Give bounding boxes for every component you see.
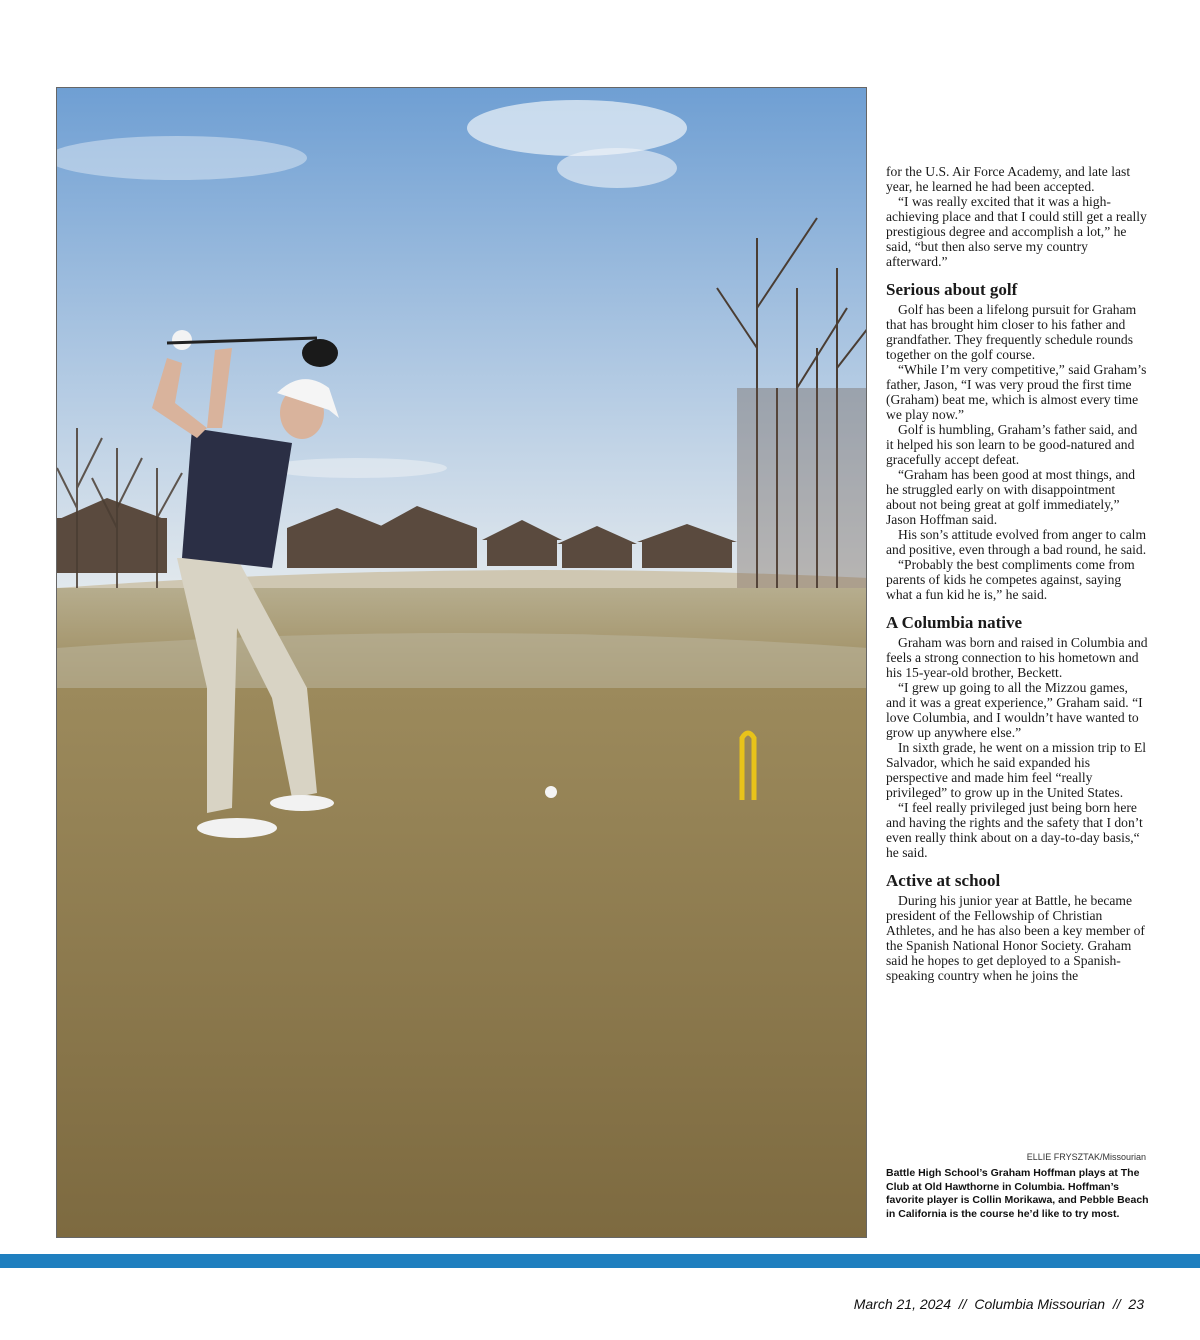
article-paragraph: His son’s attitude evolved from anger to calm and positive, even through a bad round, he said.: [886, 527, 1147, 557]
footer-date: March 21, 2024: [853, 1296, 952, 1312]
article-paragraph: “I feel really privileged just being born here and having the rights and the safety that I don’t even really think about on a day-to-day basis,“ he said.: [886, 800, 1143, 860]
article-paragraph: “While I’m very competitive,” said Graham’s father, Jason, “I was very proud the first time (Graham) beat me, which is almost every time we play now.”: [886, 362, 1147, 422]
article-paragraph: “I was really excited that it was a high-achieving place and that I could still get a really prestigious degree and accomplish a lot,” he said, “but then also serve my country afterward.”: [886, 194, 1147, 269]
accent-bar: [0, 1254, 1200, 1268]
article-paragraph: In sixth grade, he went on a mission trip to El Salvador, which he said expanded his perspective and made him feel “really privileged” to grow up in the United States.: [886, 740, 1147, 800]
footer-separator: //: [1112, 1296, 1121, 1312]
article-paragraph: Golf is humbling, Graham’s father said, and it helped his son learn to be good-natured and gracefully accept defeat.: [886, 422, 1138, 467]
article-paragraph: “Probably the best compliments come from parents of kids he competes against, saying what a fun kid he is,” he said.: [886, 557, 1135, 602]
golf-photo: [56, 87, 867, 1238]
article-paragraph: Golf has been a lifelong pursuit for Graham that has brought him closer to his father and grandfather. They frequently schedule rounds together on the golf course.: [886, 302, 1137, 362]
article-paragraph: Graham was born and raised in Columbia and feels a strong connection to his hometown and his 15-year-old brother, Beckett.: [886, 635, 1148, 680]
footer-publication: Columbia Missourian: [974, 1296, 1106, 1312]
section-heading: Active at school: [886, 871, 1001, 890]
section-heading: Serious about golf: [886, 280, 1018, 299]
photo-caption: Battle High School’s Graham Hoffman plays at The Club at Old Hawthorne in Columbia. Hoffman’s favorite player is Collin Morikawa, and Pebble Beach in California is the course he’d like to try most.: [886, 1167, 1149, 1220]
article-paragraph: “I grew up going to all the Mizzou games, and it was a great experience,” Graham said. “I love Columbia, and I wouldn’t have wanted to grow up anywhere else.”: [886, 680, 1143, 740]
article-paragraph: During his junior year at Battle, he became president of the Fellowship of Christian Athletes, and he has also been a key member of the Spanish National Honor Society. Graham said he hopes to get deployed to a Spanish-speaking country when he joins the: [886, 893, 1145, 983]
footer-page-number: 23: [1128, 1296, 1144, 1312]
article-paragraph: “Graham has been good at most things, and he struggled early on with disappointment about not being great at golf immediately,” Jason Hoffman said.: [886, 467, 1136, 527]
article-column: [886, 164, 1148, 983]
photo-credit: ELLIE FRYSZTAK/Missourian: [1026, 1152, 1146, 1162]
section-heading: A Columbia native: [886, 613, 1023, 632]
footer-separator: //: [958, 1296, 967, 1312]
article-paragraph: for the U.S. Air Force Academy, and late last year, he learned he had been accepted.: [886, 164, 1131, 194]
page-footer: [854, 1296, 1144, 1312]
